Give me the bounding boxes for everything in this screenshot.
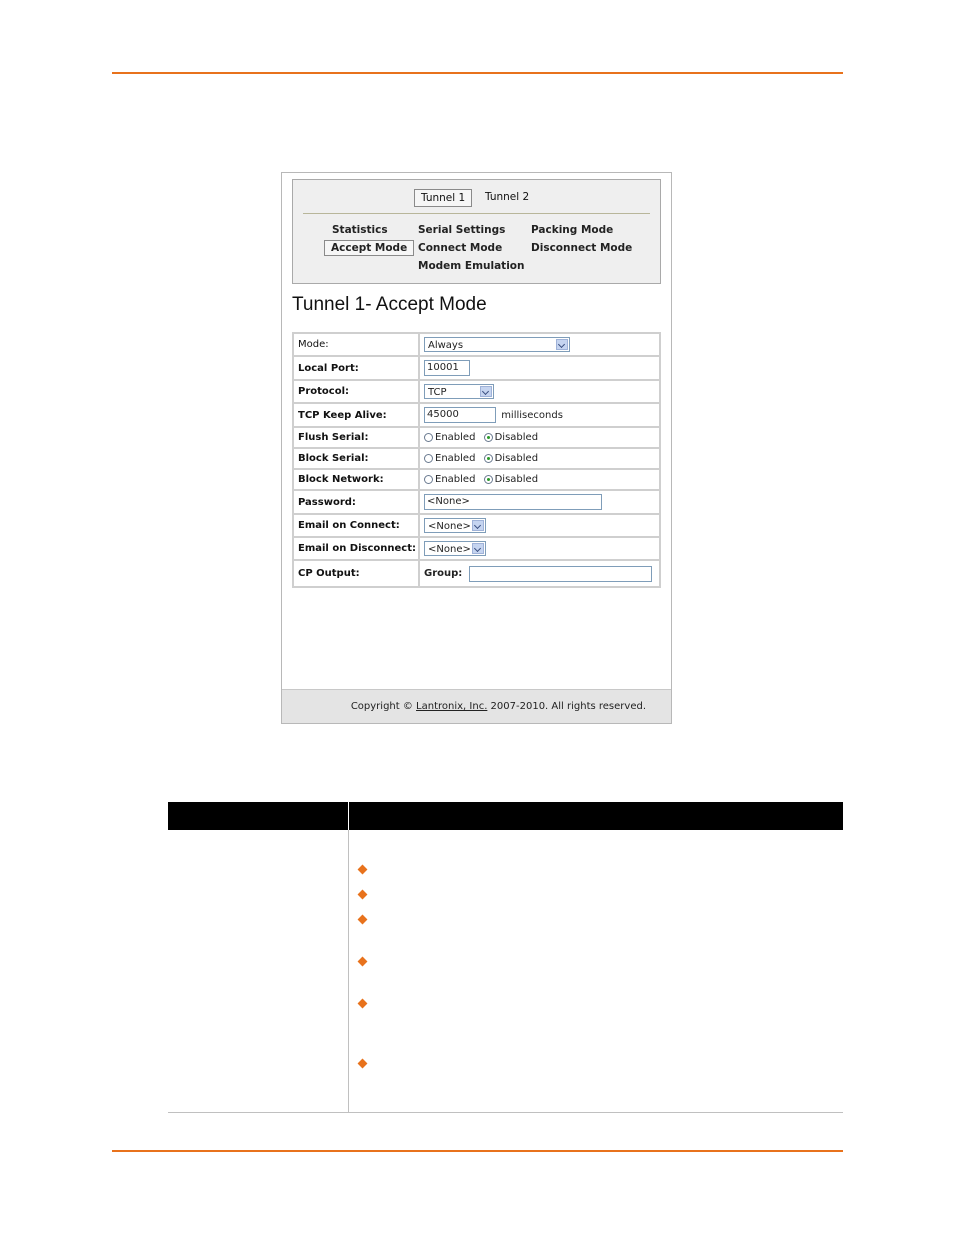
tcp-keep-alive-input[interactable]: 45000 [424,407,496,423]
block-network-cell [419,469,660,490]
nav-statistics[interactable]: Statistics [332,224,388,236]
mode-label: Mode: [293,333,419,356]
page-top-rule [112,72,843,74]
block-network-label: Block Network: [293,469,419,490]
protocol-value: TCP [428,387,447,398]
email-on-disconnect-label: Email on Disconnect: [293,537,419,560]
mode-select[interactable] [424,337,570,352]
email-on-connect-cell [419,514,660,537]
tcp-keep-alive-label: TCP Keep Alive: [293,403,419,427]
chevron-down-icon [472,543,484,554]
tunnel-tabs [293,189,660,207]
row-local-port [293,356,660,380]
group-input[interactable] [469,566,652,582]
password-cell [419,490,660,514]
header-col-setting [168,802,348,830]
page-title: Tunnel 1- Accept Mode [292,294,487,315]
flush-serial-label: Flush Serial: [293,427,419,448]
block-serial-disabled-label: Disabled [494,452,539,464]
footer-bar [282,689,671,723]
nav-modem-emulation[interactable]: Modem Emulation [418,260,525,272]
row-block-network [293,469,660,490]
flush-serial-enabled-label: Enabled [435,431,476,443]
local-port-input[interactable]: 10001 [424,360,470,376]
flush-serial-disabled-label: Disabled [494,431,539,443]
email-on-connect-select[interactable] [424,518,486,533]
nav-serial-settings[interactable]: Serial Settings [418,224,506,236]
table-column-divider [348,830,349,1113]
tcp-keep-alive-cell [419,403,660,427]
mode-cell [419,333,660,356]
bullet-icon [358,890,368,900]
block-serial-enabled-label: Enabled [435,452,476,464]
row-password [293,490,660,514]
lantronix-link[interactable]: Lantronix, Inc. [416,701,488,712]
email-on-connect-value: <None> [428,521,471,532]
chevron-down-icon [556,339,568,350]
page-bottom-rule [112,1150,843,1152]
nav-accept-mode[interactable]: Accept Mode [324,240,414,256]
row-protocol [293,380,660,403]
block-serial-enabled-radio[interactable] [424,454,433,463]
password-input[interactable]: <None> [424,494,602,510]
protocol-label: Protocol: [293,380,419,403]
protocol-select[interactable] [424,384,494,399]
tcp-keep-alive-unit: milliseconds [501,409,563,421]
block-serial-disabled-radio[interactable] [484,454,493,463]
cp-output-label: CP Output: [293,560,419,587]
row-cp-output [293,560,660,587]
accept-mode-form [292,332,661,588]
block-network-enabled-radio[interactable] [424,475,433,484]
group-label: Group: [424,568,463,579]
nav-connect-mode[interactable]: Connect Mode [418,242,503,254]
block-network-disabled-radio[interactable] [484,475,493,484]
nav-divider [303,213,650,214]
header-divider [348,802,349,830]
tab-tunnel-2[interactable]: Tunnel 2 [485,191,530,203]
password-label: Password: [293,490,419,514]
row-block-serial [293,448,660,469]
local-port-cell [419,356,660,380]
row-email-on-disconnect [293,537,660,560]
email-on-disconnect-select[interactable] [424,541,486,556]
cp-output-cell [419,560,660,587]
nav-packing-mode[interactable]: Packing Mode [531,224,614,236]
email-on-disconnect-value: <None> [428,544,471,555]
row-mode [293,333,660,356]
block-network-disabled-label: Disabled [494,473,539,485]
web-manager-screenshot [281,172,672,724]
table-bottom-border [168,1112,843,1113]
chevron-down-icon [472,520,484,531]
bullet-icon [358,1059,368,1069]
tab-tunnel-1[interactable]: Tunnel 1 [414,189,472,207]
email-on-disconnect-cell [419,537,660,560]
bullet-icon [358,999,368,1009]
row-flush-serial [293,427,660,448]
copyright-text [351,701,646,712]
copyright-prefix: Copyright © [350,701,417,712]
bullet-icon [358,957,368,967]
bullet-icon [358,915,368,925]
nav-disconnect-mode[interactable]: Disconnect Mode [531,242,633,254]
protocol-cell [419,380,660,403]
flush-serial-disabled-radio[interactable] [484,433,493,442]
local-port-label: Local Port: [293,356,419,380]
copyright-suffix: 2007-2010. All rights reserved. [487,701,646,712]
block-serial-cell [419,448,660,469]
flush-serial-enabled-radio[interactable] [424,433,433,442]
flush-serial-cell [419,427,660,448]
mode-value: Always [428,340,464,351]
bullet-icon [358,865,368,875]
block-network-enabled-label: Enabled [435,473,476,485]
tunnel-nav-panel [292,179,661,284]
settings-table-header [168,802,843,830]
email-on-connect-label: Email on Connect: [293,514,419,537]
block-serial-label: Block Serial: [293,448,419,469]
row-tcp-keep-alive [293,403,660,427]
chevron-down-icon [480,386,492,397]
row-email-on-connect [293,514,660,537]
